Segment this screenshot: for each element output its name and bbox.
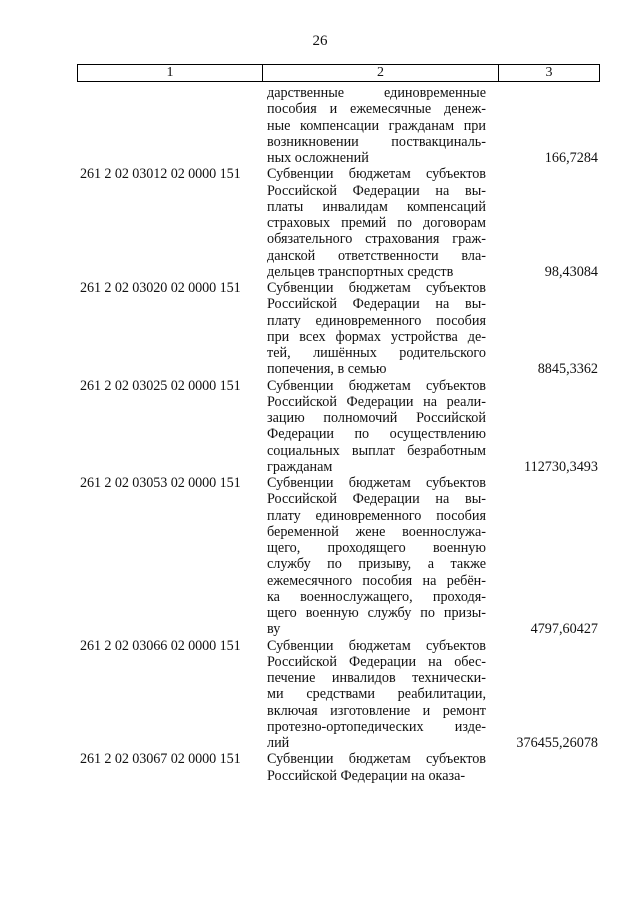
header-col-2: 2 — [263, 65, 499, 81]
description-line: Российской Федерации на реали- — [267, 393, 486, 410]
description-line: ву — [267, 621, 281, 638]
amount: 112730,3493 — [524, 458, 598, 475]
description-line: ми средствами реабилитации, — [267, 686, 486, 703]
description-line: платы инвалидам компенсаций — [267, 198, 486, 215]
budget-code: 261 2 02 03025 02 0000 151 — [80, 377, 241, 394]
description-line: дельцев транспортных средств — [267, 263, 454, 280]
description-line: страховых премий по договорам — [267, 215, 486, 231]
amount: 98,43084 — [544, 263, 598, 280]
description-line: Субвенции бюджетам субъектов — [267, 637, 486, 654]
description-line: службу по призыву, а также — [267, 556, 486, 573]
amount: 166,7284 — [544, 150, 598, 166]
description-line: протезно-ортопедических изде- — [267, 718, 486, 735]
description-line: плату единовременного пособия — [267, 312, 486, 329]
description-line: Федерации по осуществлению — [267, 426, 486, 443]
description-line: Субвенции бюджетам субъектов — [267, 475, 486, 491]
page-number: 26 — [312, 33, 328, 49]
description-line: социальных выплат безработным — [267, 442, 486, 459]
description-line: тей, лишённых родительского — [267, 345, 486, 361]
description-line: Российской Федерации на оказа- — [267, 767, 466, 784]
budget-code: 261 2 02 03053 02 0000 151 — [80, 475, 241, 491]
header-col-3: 3 — [545, 65, 553, 80]
description-line: щего военную службу по призы- — [267, 605, 486, 621]
amount: 8845,3362 — [537, 361, 598, 378]
description-line: зацию полномочий Российской — [267, 410, 486, 426]
budget-code: 261 2 02 03066 02 0000 151 — [80, 637, 241, 654]
description-line: возникновении поствакциналь- — [267, 133, 486, 150]
description-line: щего, проходящего военную — [267, 540, 486, 556]
description-line: ка военнослужащего, проходя- — [267, 588, 486, 605]
description-line: попечения, в семью — [267, 361, 387, 378]
description-line: Российской Федерации на вы- — [267, 182, 486, 199]
description-line: Субвенции бюджетам субъектов — [267, 751, 486, 768]
budget-code: 261 2 02 03067 02 0000 151 — [80, 751, 241, 768]
description-line: Субвенции бюджетам субъектов — [267, 377, 486, 394]
description-line: печение инвалидов технически- — [267, 670, 486, 686]
description-line: гражданам — [267, 458, 333, 475]
amount: 4797,60427 — [530, 621, 598, 638]
description-line: дарственные единовременные — [267, 85, 486, 101]
description-line: Субвенции бюджетам субъектов — [267, 280, 486, 296]
budget-code: 261 2 02 03020 02 0000 151 — [80, 280, 241, 296]
budget-code: 261 2 02 03012 02 0000 151 — [80, 166, 241, 183]
description-line: при всех формах устройства де- — [267, 328, 486, 345]
description-line: Российской Федерации на вы- — [267, 491, 486, 508]
description-line: Субвенции бюджетам субъектов — [267, 166, 486, 183]
description-line: ежемесячного пособия на ребён- — [267, 572, 486, 589]
description-line: лий — [267, 735, 290, 751]
description-line: пособия и ежемесячные денеж- — [267, 101, 486, 118]
header-col-1: 1 — [78, 65, 263, 81]
description-line: ные компенсации гражданам при — [267, 117, 486, 134]
description-line: Российской Федерации на обес- — [267, 653, 486, 670]
description-line: Российской Федерации на вы- — [267, 296, 486, 313]
description-line: ных осложнений — [267, 150, 369, 166]
description-line: обязательного страхования граж- — [267, 231, 486, 248]
description-line: данской ответственности вла- — [267, 247, 486, 264]
description-line: беременной жене военнослужа- — [267, 523, 486, 540]
table-header — [77, 64, 600, 82]
description-line: плату единовременного пособия — [267, 507, 486, 524]
amount: 376455,26078 — [516, 735, 598, 751]
description-line: включая изготовление и ремонт — [267, 702, 486, 719]
